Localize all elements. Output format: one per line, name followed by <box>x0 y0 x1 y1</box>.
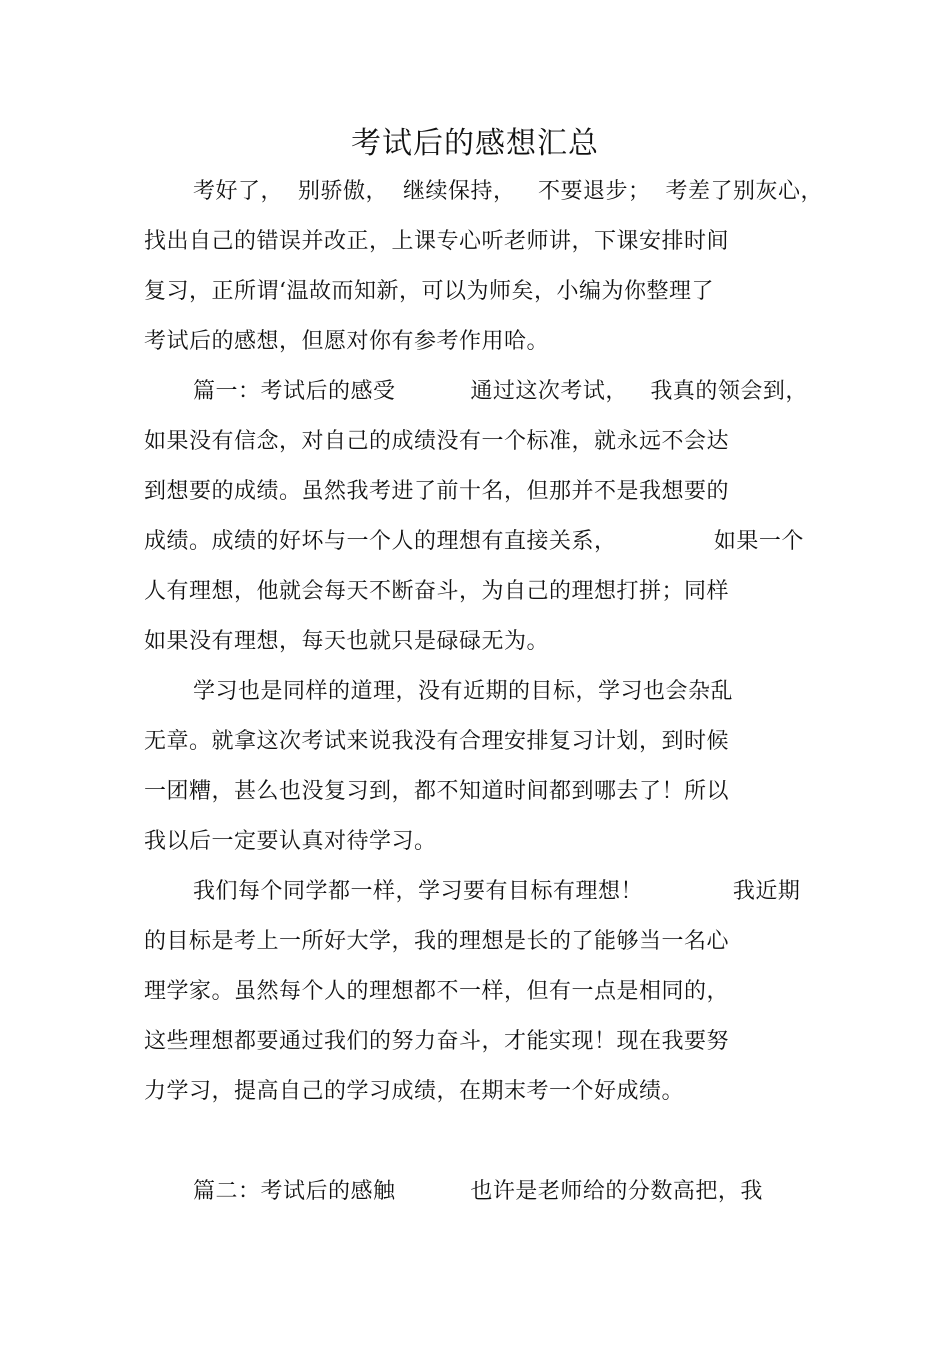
text-line: 我们每个同学都一样，学习要有目标有理想！ 我近期 <box>193 879 801 904</box>
text-line: 我以后一定要认真对待学习。 <box>144 829 437 854</box>
text-line: 复习，正所谓‘温故而知新，可以为师矣，小编为你整理了 <box>144 279 714 304</box>
text-line: 考试后的感想，但愿对你有参考作用哈。 <box>144 329 550 354</box>
text-line: 一团糟，甚么也没复习到，都不知道时间都到哪去了！所以 <box>144 779 730 804</box>
text-line: 无章。就拿这次考试来说我没有合理安排复习计划，到时候 <box>144 729 730 754</box>
text-line: 成绩。成绩的好坏与一个人的理想有直接关系， 如果一个 <box>144 529 804 554</box>
text-line: 到想要的成绩。虽然我考进了前十名，但那并不是我想要的 <box>144 479 730 504</box>
text-line: 找出自己的错误并改正，上课专心听老师讲，下课安排时间 <box>144 229 730 254</box>
text-line: 如果没有信念，对自己的成绩没有一个标准，就永远不会达 <box>144 429 730 454</box>
text-line: 这些理想都要通过我们的努力奋斗，才能实现！现在我要努 <box>144 1029 730 1054</box>
text-line: 考好了， 别骄傲， 继续保持， 不要退步； 考差了别灰心， <box>193 179 823 204</box>
text-line: 篇二：考试后的感触 也许是老师给的分数高把，我 <box>193 1179 763 1204</box>
text-line: 理学家。虽然每个人的理想都不一样，但有一点是相同的， <box>144 979 730 1004</box>
text-line: 人有理想，他就会每天不断奋斗，为自己的理想打拼；同样 <box>144 579 730 604</box>
text-line: 如果没有理想，每天也就只是碌碌无为。 <box>144 629 550 654</box>
document-title: 考试后的感想汇总 <box>351 126 599 161</box>
text-line: 力学习，提高自己的学习成绩，在期末考一个好成绩。 <box>144 1079 685 1104</box>
text-line: 的目标是考上一所好大学，我的理想是长的了能够当一名心 <box>144 929 730 954</box>
text-line: 学习也是同样的道理，没有近期的目标，学习也会杂乱 <box>193 679 734 704</box>
text-line: 篇一：考试后的感受 通过这次考试， 我真的领会到， <box>193 379 808 404</box>
